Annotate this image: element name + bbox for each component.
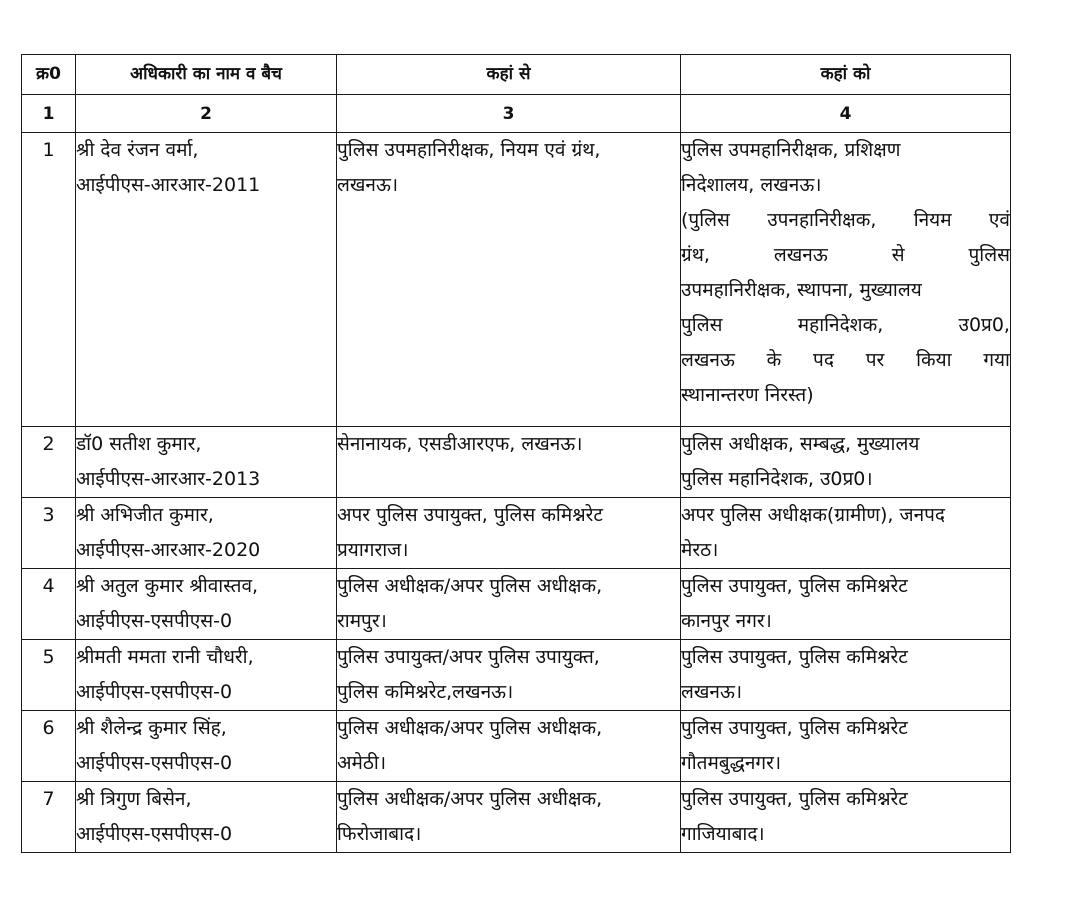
officer-batch: आईपीएस-एसपीएस-0	[76, 681, 233, 703]
to-line: गौतमबुद्धनगर।	[681, 752, 782, 774]
transfer-table	[21, 54, 1011, 853]
from-line: अपर पुलिस उपायुक्त, पुलिस कमिश्नरेट	[337, 504, 603, 526]
from-line: अमेठी।	[337, 752, 387, 774]
note-word: उपनहानिरीक्षक,	[767, 209, 877, 231]
officer-name: श्री देव रंजन वर्मा,	[76, 139, 199, 161]
from-cell	[337, 711, 681, 782]
to-line: लखनऊ।	[681, 681, 743, 703]
table-row	[22, 711, 1011, 782]
officer-cell	[76, 498, 337, 569]
from-cell	[337, 569, 681, 640]
to-line: पुलिस उपायुक्त, पुलिस कमिश्नरेट	[681, 788, 908, 810]
table-row	[22, 782, 1011, 853]
cancellation-note-line	[681, 203, 1010, 238]
cancellation-note-line	[681, 238, 1010, 273]
note-word: पर	[865, 349, 885, 371]
officer-name: श्रीमती ममता रानी चौधरी,	[76, 646, 254, 668]
officer-batch: आईपीएस-एसपीएस-0	[76, 610, 233, 632]
officer-cell	[76, 711, 337, 782]
serial-number: 2	[22, 427, 76, 498]
table-row	[22, 498, 1011, 569]
officer-name: श्री अभिजीत कुमार,	[76, 504, 214, 526]
officer-batch: आईपीएस-आरआर-2011	[76, 174, 261, 196]
header-from: कहां से	[337, 55, 681, 95]
officer-cell	[76, 569, 337, 640]
to-line: पुलिस महानिदेशक, उ0प्र0।	[681, 468, 873, 490]
header-to: कहां को	[681, 55, 1011, 95]
note-word: ग्रंथ,	[681, 244, 710, 266]
to-line: पुलिस उपमहानिरीक्षक, प्रशिक्षण	[681, 139, 901, 161]
serial-number: 5	[22, 640, 76, 711]
table-row	[22, 569, 1011, 640]
officer-batch: आईपीएस-एसपीएस-0	[76, 823, 233, 845]
to-line: पुलिस उपायुक्त, पुलिस कमिश्नरेट	[681, 646, 908, 668]
officer-name: डॉ0 सतीश कुमार,	[76, 433, 202, 455]
from-line: सेनानायक, एसडीआरएफ, लखनऊ।	[337, 433, 583, 455]
to-line: मेरठ।	[681, 539, 719, 561]
table-row	[22, 640, 1011, 711]
column-number: 1	[22, 95, 76, 133]
from-line: पुलिस अधीक्षक/अपर पुलिस अधीक्षक,	[337, 717, 603, 739]
cancellation-note-line: स्थानान्तरण निरस्त)	[681, 384, 814, 406]
to-cell	[681, 640, 1011, 711]
cancellation-note-line	[681, 343, 1010, 378]
from-cell	[337, 427, 681, 498]
to-line: गाजियाबाद।	[681, 823, 765, 845]
column-number: 4	[681, 95, 1011, 133]
note-word: लखनऊ	[681, 349, 735, 371]
from-line: फिरोजाबाद।	[337, 823, 422, 845]
to-cell	[681, 711, 1011, 782]
to-cell	[681, 498, 1011, 569]
serial-number: 1	[22, 133, 76, 427]
from-line: पुलिस कमिश्नरेट,लखनऊ।	[337, 681, 514, 703]
officer-name: श्री अतुल कुमार श्रीवास्तव,	[76, 575, 259, 597]
column-number-row	[22, 95, 1011, 133]
to-cell	[681, 569, 1011, 640]
serial-number: 7	[22, 782, 76, 853]
to-cell	[681, 427, 1011, 498]
note-word: किया	[916, 349, 952, 371]
from-line: पुलिस उपायुक्त/अपर पुलिस उपायुक्त,	[337, 646, 600, 668]
cancellation-note-line: उपमहानिरीक्षक, स्थापना, मुख्यालय	[681, 279, 922, 301]
from-cell	[337, 782, 681, 853]
to-cell	[681, 782, 1011, 853]
to-line: पुलिस उपायुक्त, पुलिस कमिश्नरेट	[681, 717, 908, 739]
to-line: निदेशालय, लखनऊ।	[681, 174, 822, 196]
note-word: से	[891, 244, 905, 266]
table-row	[22, 427, 1011, 498]
to-line: कानपुर नगर।	[681, 610, 772, 632]
note-word: के	[766, 349, 782, 371]
from-line: प्रयागराज।	[337, 539, 409, 561]
to-line: अपर पुलिस अधीक्षक(ग्रामीण), जनपद	[681, 504, 946, 526]
from-line: रामपुर।	[337, 610, 387, 632]
cancellation-note-line	[681, 308, 1010, 343]
header-serial: क्र0	[22, 55, 76, 95]
note-word: महानिदेशक,	[797, 314, 884, 336]
to-line: पुलिस अधीक्षक, सम्बद्ध, मुख्यालय	[681, 433, 920, 455]
note-word: पुलिस	[681, 314, 723, 336]
header-officer-name-batch: अधिकारी का नाम व बैच	[76, 55, 337, 95]
note-word: उ0प्र0,	[958, 314, 1010, 336]
serial-number: 6	[22, 711, 76, 782]
column-number: 2	[76, 95, 337, 133]
from-line: पुलिस अधीक्षक/अपर पुलिस अधीक्षक,	[337, 575, 603, 597]
from-cell	[337, 498, 681, 569]
officer-cell	[76, 782, 337, 853]
header-row	[22, 55, 1011, 95]
officer-name: श्री शैलेन्द्र कुमार सिंह,	[76, 717, 227, 739]
serial-number: 3	[22, 498, 76, 569]
to-line: पुलिस उपायुक्त, पुलिस कमिश्नरेट	[681, 575, 908, 597]
from-cell	[337, 640, 681, 711]
officer-batch: आईपीएस-एसपीएस-0	[76, 752, 233, 774]
officer-cell	[76, 427, 337, 498]
note-word: पुलिस	[968, 244, 1010, 266]
note-word: गया	[983, 349, 1010, 371]
from-line: पुलिस अधीक्षक/अपर पुलिस अधीक्षक,	[337, 788, 603, 810]
from-line: लखनऊ।	[337, 174, 399, 196]
officer-cell	[76, 640, 337, 711]
note-word: एवं	[988, 209, 1010, 231]
table-row	[22, 133, 1011, 427]
note-word: पद	[813, 349, 834, 371]
note-word: नियम	[913, 209, 952, 231]
from-cell	[337, 133, 681, 427]
to-cell	[681, 133, 1011, 427]
officer-name: श्री त्रिगुण बिसेन,	[76, 788, 192, 810]
serial-number: 4	[22, 569, 76, 640]
column-number: 3	[337, 95, 681, 133]
note-word: लखनऊ	[773, 244, 828, 266]
officer-cell	[76, 133, 337, 427]
officer-batch: आईपीएस-आरआर-2020	[76, 539, 261, 561]
from-line: पुलिस उपमहानिरीक्षक, नियम एवं ग्रंथ,	[337, 139, 601, 161]
officer-batch: आईपीएस-आरआर-2013	[76, 468, 261, 490]
note-word: (पुलिस	[681, 209, 730, 231]
